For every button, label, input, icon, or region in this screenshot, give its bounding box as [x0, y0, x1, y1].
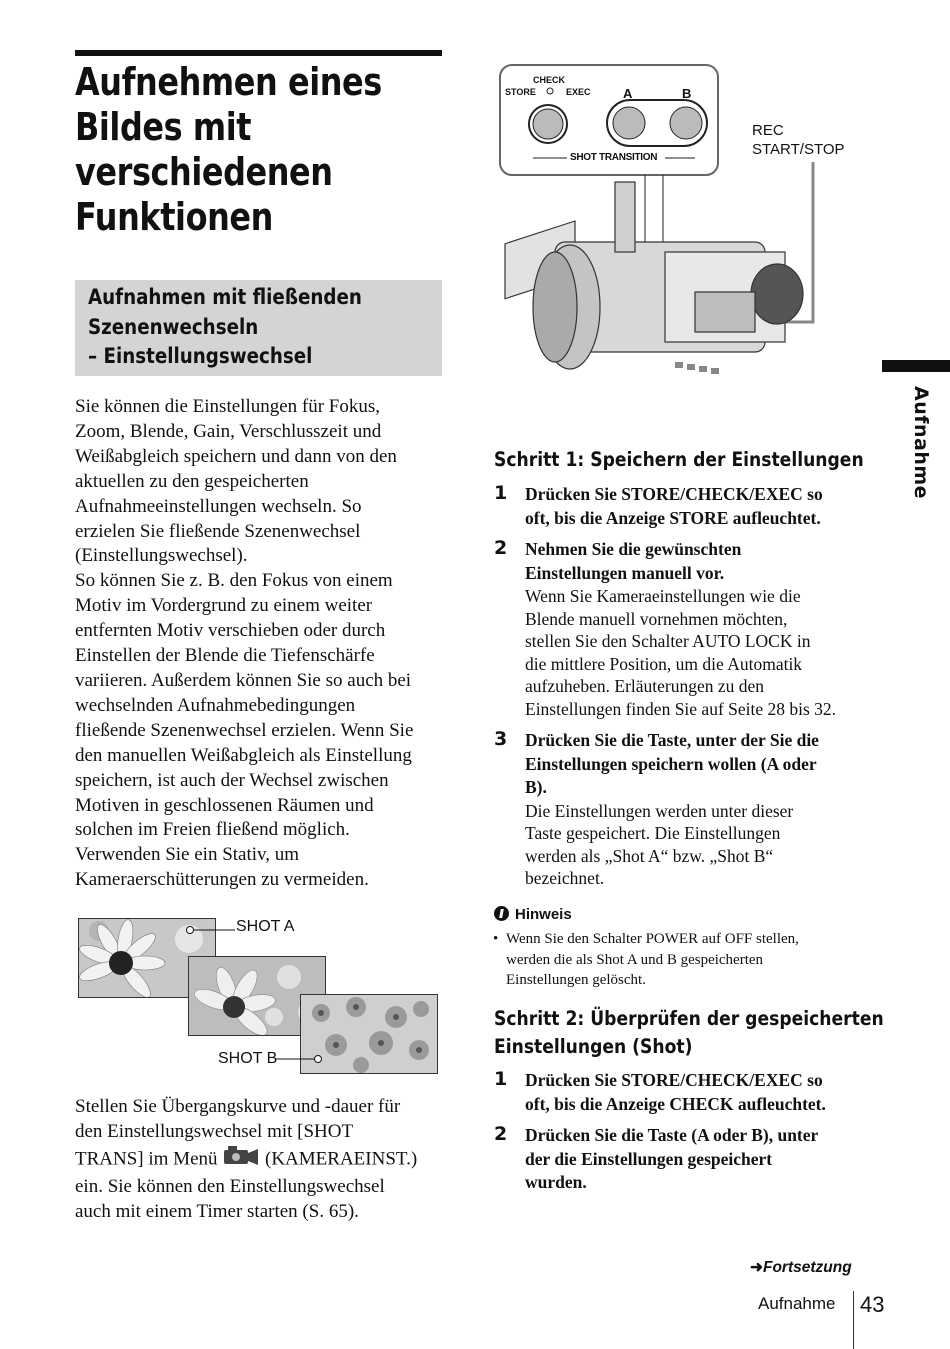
note-line: werden die als Shot A und B gespeicherten [506, 951, 764, 968]
note-text [493, 929, 863, 991]
check-label: CHECK [533, 75, 566, 85]
step2-heading-line: Schritt 2: Überprüfen der gespeicherten [494, 1007, 884, 1030]
section-title-line: Szenenwechseln [88, 314, 259, 339]
step-line: Blende manuell vornehmen möchten, [525, 608, 788, 629]
intro-line: Einstellen der Blende die Tiefenschärfe [75, 645, 375, 667]
title-line: Funktionen [75, 195, 273, 239]
step-line: Drücken Sie die Taste (A oder B), unter [525, 1125, 819, 1145]
shot-b-leader [270, 1050, 330, 1070]
step-line: oft, bis die Anzeige STORE aufleuchtet. [525, 507, 821, 528]
intro-line: wechselnden Aufnahmebedingungen [75, 694, 356, 716]
intro-line: So können Sie z. B. den Fokus von einem [75, 570, 393, 592]
continued-note [750, 1258, 852, 1277]
shot-b-label: SHOT B [218, 1050, 278, 1067]
step-line: stellen Sie den Schalter AUTO LOCK in [525, 631, 811, 652]
step-number: 2 [494, 537, 508, 559]
step-line: Einstellungen manuell vor. [525, 562, 725, 583]
step-line: Einstellungen speichern wollen (A oder [525, 753, 817, 774]
continued-text: Fortsetzung [763, 1259, 852, 1276]
intro-line: Motiv im Vordergrund zu einem weiter [75, 595, 373, 617]
intro-line: Verwenden Sie ein Stativ, um [75, 844, 300, 866]
side-tab-label: Aufnahme [910, 386, 932, 500]
note-heading [494, 906, 572, 923]
note-line: Einstellungen gelöscht. [506, 972, 646, 988]
step-number: 1 [494, 482, 508, 504]
intro-line: aktuellen zu den gespeicherten [75, 470, 309, 492]
menu-line: Stellen Sie Übergangskurve und -dauer für [75, 1096, 401, 1117]
footer-section: Aufnahme [758, 1294, 836, 1313]
step-line: B). [525, 777, 547, 797]
step-line: Einstellungen finden Sie auf Seite 28 bis 32. [525, 698, 837, 719]
step-text [525, 538, 870, 721]
intro-line: solchen im Freien fließend möglich. [75, 819, 350, 841]
intro-text [75, 395, 445, 893]
intro-line: variieren. Außerdem können Sie so auch bei [75, 669, 412, 691]
arrow-right-icon: ➜ [750, 1259, 763, 1276]
menu-line-part: (KAMERAEINST.) [265, 1148, 418, 1170]
b-button-label: B [682, 86, 692, 101]
step-line: Drücken Sie die Taste, unter der Sie die [525, 730, 819, 750]
note-icon [494, 906, 509, 921]
step-text [525, 729, 870, 890]
intro-line: Weißabgleich speichern und dann von den [75, 445, 397, 467]
step-line: die mittlere Position, um die Automatik [525, 653, 803, 674]
step-line: wurden. [525, 1172, 587, 1192]
step1-heading: Schritt 1: Speichern der Einstellungen [494, 448, 864, 471]
step2-heading-line: Einstellungen (Shot) [494, 1035, 693, 1058]
side-tab-marker [882, 360, 950, 372]
step-line: der die Einstellungen gespeichert [525, 1148, 773, 1169]
step-line: Drücken Sie STORE/CHECK/EXEC so [525, 1070, 823, 1090]
shot-transition-label: SHOT TRANSITION [570, 152, 658, 163]
menu-line: auch mit einem Timer starten (S. 65). [75, 1200, 359, 1222]
step-number: 3 [494, 728, 508, 750]
step-line: aufzuheben. Erläuterungen zu den [525, 676, 765, 697]
step-number: 2 [494, 1123, 508, 1145]
camera-settings-menu-icon [222, 1145, 260, 1175]
start-stop-label: START/STOP [752, 141, 845, 158]
step-line: bezeichnet. [525, 868, 605, 889]
intro-line: Aufnahmeeinstellungen wechseln. So [75, 495, 362, 517]
step-text [525, 483, 870, 530]
title-line: Aufnehmen eines [75, 60, 382, 104]
step-line: Die Einstellungen werden unter dieser [525, 800, 794, 821]
page-title [75, 60, 383, 240]
step-text [525, 1124, 870, 1195]
section-title [88, 283, 362, 372]
title-rule [75, 50, 442, 56]
intro-line: erzielen Sie fließende Szenenwechsel [75, 520, 361, 542]
exec-label: EXEC [566, 87, 591, 97]
note-line: Wenn Sie den Schalter POWER auf OFF stellen, [506, 931, 799, 947]
step-line: oft, bis die Anzeige CHECK aufleuchtet. [525, 1093, 826, 1114]
intro-line: entfernten Motiv verschieben oder durch [75, 620, 386, 642]
intro-line: speichern, ist auch der Wechsel zwischen [75, 769, 389, 791]
step-line: Taste gespeichert. Die Einstellungen [525, 823, 781, 844]
menu-line [75, 1145, 445, 1175]
intro-line: den manuellen Weißabgleich als Einstellung [75, 744, 412, 766]
step2-heading [494, 1005, 884, 1061]
menu-line: den Einstellungswechsel mit [SHOT [75, 1120, 354, 1142]
title-line: Bildes mit [75, 105, 252, 149]
menu-line: ein. Sie können den Einstellungswechsel [75, 1175, 385, 1197]
page-number: 43 [860, 1292, 885, 1317]
note-bullet: • [493, 931, 499, 947]
intro-line: (Einstellungswechsel). [75, 545, 248, 567]
shot-a-label: SHOT A [236, 918, 295, 935]
step-line: werden als „Shot A“ bzw. „Shot B“ [525, 845, 774, 866]
a-button-label: A [623, 86, 633, 101]
title-line: verschiedenen [75, 150, 333, 194]
store-label: STORE [505, 87, 536, 97]
intro-line: Kameraerschütterungen zu vermeiden. [75, 869, 369, 891]
step-line: Nehmen Sie die gewünschten [525, 539, 742, 559]
camera-illustration [495, 62, 855, 442]
intro-line: fließende Szenenwechsel erzielen. Wenn Sie [75, 719, 414, 741]
section-title-line: – Einstellungswechsel [88, 344, 313, 368]
footer-divider [853, 1291, 854, 1349]
intro-line: Zoom, Blende, Gain, Verschlusszeit und [75, 420, 382, 442]
step-text [525, 1069, 870, 1116]
intro-line: Sie können die Einstellungen für Fokus, [75, 396, 381, 417]
step-line: Wenn Sie Kameraeinstellungen wie die [525, 586, 801, 606]
section-title-line: Aufnahmen mit fließenden [88, 285, 362, 309]
menu-line-part: TRANS] im Menü [75, 1148, 218, 1170]
step-number: 1 [494, 1068, 508, 1090]
menu-text [75, 1095, 445, 1225]
note-heading-text: Hinweis [515, 906, 572, 923]
rec-label: REC [752, 122, 784, 139]
step-line: Drücken Sie STORE/CHECK/EXEC so [525, 484, 823, 504]
intro-line: Motiven in geschlossenen Räumen und [75, 794, 374, 816]
